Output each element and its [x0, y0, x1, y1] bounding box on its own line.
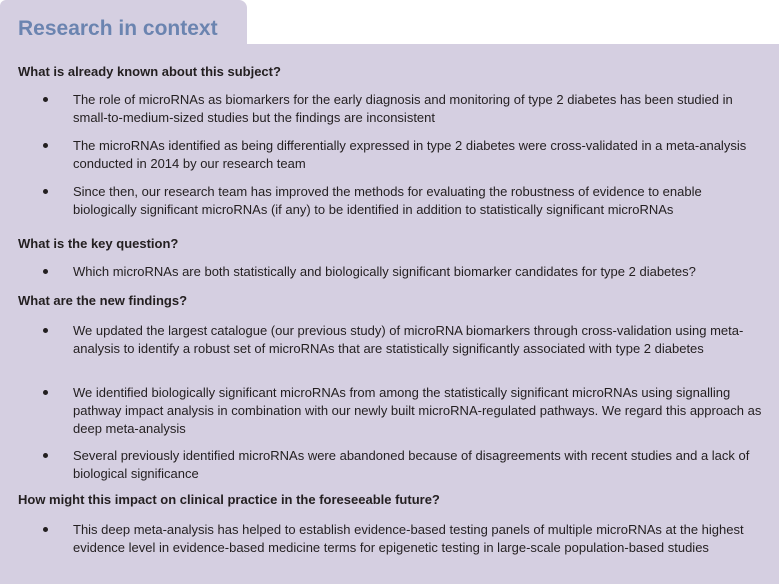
- list-item-text: The role of microRNAs as biomarkers for the early diagnosis and monitoring of type 2 diabetes has been studied in small-to-medium-sized studies but the findings are inconsistent: [73, 92, 733, 125]
- list-item-text: Which microRNAs are both statistically and biologically significant biomarker candidates for type 2 diabetes?: [73, 264, 696, 279]
- section-heading-new-findings: What are the new findings?: [18, 293, 188, 308]
- bullet-icon: [43, 189, 48, 194]
- bullet-icon: [43, 328, 48, 333]
- bullet-icon: [43, 453, 48, 458]
- bullet-icon: [43, 390, 48, 395]
- list-item-text: The microRNAs identified as being differentially expressed in type 2 diabetes were cross-validated in a meta-analysis conducted in 2014 by our research team: [73, 138, 747, 171]
- list-item-text: We updated the largest catalogue (our previous study) of microRNA biomarkers through cross-validation using meta-analysis to identify a robust set of microRNAs that are statistically significantly associated with type 2 diabetes: [73, 323, 744, 356]
- section-heading-key-question: What is the key question?: [18, 236, 179, 251]
- list-item-text: This deep meta-analysis has helped to establish evidence-based testing panels of multiple microRNAs at the highest evidence level in evidence-based medicine terms for epigenetic testing in large-scale population-based studies: [73, 522, 744, 555]
- list-item-text: We identified biologically significant microRNAs from among the statistically significant microRNAs using signalling pathway impact analysis in combination with our newly built microRNA-regulated pathways. We regard this approach as deep meta-analysis: [73, 385, 762, 436]
- list-item-text: Several previously identified microRNAs were abandoned because of disagreements with recent studies and a lack of biological significance: [73, 448, 750, 481]
- section-heading-known: What is already known about this subject?: [18, 64, 281, 79]
- bullet-icon: [43, 143, 48, 148]
- bullet-icon: [43, 527, 48, 532]
- list-item-text: Since then, our research team has improved the methods for evaluating the robustness of evidence to enable biologically significant microRNAs (if any) to be identified in addition to statistically significant microRNAs: [73, 184, 702, 217]
- section-heading-clinical-impact: How might this impact on clinical practice in the foreseeable future?: [18, 492, 440, 507]
- bullet-icon: [43, 97, 48, 102]
- research-in-context-tab: [0, 0, 247, 44]
- bullet-icon: [43, 269, 48, 274]
- research-in-context-panel: [0, 44, 779, 584]
- box-title: Research in context: [18, 17, 218, 40]
